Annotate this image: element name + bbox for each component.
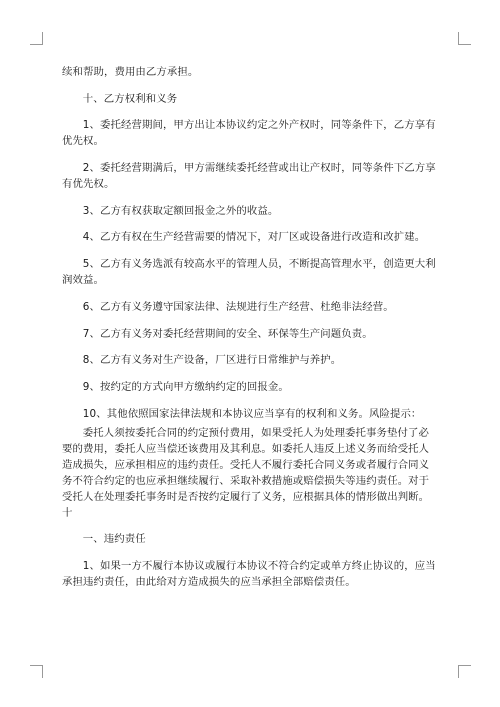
paragraph: 9、按约定的方式向甲方缴纳约定的回报金。: [82, 380, 289, 393]
paragraph: 5、乙方有义务选派有较高水平的管理人员，不断提高管理水平，创造更大利润效益。: [62, 258, 436, 287]
crop-mark-top-left: [30, 32, 43, 45]
crop-mark-bottom-right: [458, 665, 471, 678]
crop-mark-bottom-left: [30, 665, 43, 678]
section-heading: 十、乙方权利和义务: [82, 92, 178, 105]
section-heading: 一、违约责任: [82, 533, 146, 546]
paragraph: 2、委托经营期满后，甲方需继续委托经营或出让产权时，同等条件下乙方享有优先权。: [62, 162, 436, 191]
crop-mark-top-right: [458, 32, 471, 45]
paragraph: 1、如果一方不履行本协议或履行本协议不符合约定或单方终止协议的，应当承担违约责任，由此给对方造成损失的应当承担全部赔偿责任。: [62, 559, 436, 588]
paragraph: 续和帮助，费用由乙方承担。: [62, 66, 199, 78]
paragraph: 1、委托经营期间，甲方出让本协议约定之外产权时，同等条件下，乙方享有优先权。: [62, 119, 436, 148]
paragraph: 6、乙方有义务遵守国家法律、法规进行生产经营、杜绝非法经营。: [82, 300, 394, 313]
paragraph: 3、乙方有权获取定额回报金之外的收益。: [82, 204, 279, 217]
paragraph: 10、其他依照国家法律法规和本协议应当享有的权利和义务。风险提示：: [82, 407, 422, 420]
document-body: [62, 64, 438, 601]
paragraph: 4、乙方有权在生产经营需要的情况下，对厂区或设备进行改造和改扩建。: [82, 231, 426, 244]
paragraph: 7、乙方有义务对委托经营期间的安全、环保等生产问题负责。: [82, 327, 373, 340]
paragraph: 8、乙方有义务对生产设备，厂区进行日常维护与养护。: [82, 354, 342, 367]
risk-note-paragraph: 委托人须按委托合同的约定预付费用，如果受托人为处理委托事务垫付了必要的费用，委托人应当偿还该费用及其利息。如委托人违反上述义务而给受托人造成损失，应承担相应的违约责任。受托人不履行委托合同义务或者履行合同义务不符合约定的也应承担继续履行、采取补救措施或赔偿损失等违约责任。对于受托人在处理委托事务时是否按约定履行了义务，应根据具体的情形做出判断。十: [62, 426, 430, 519]
